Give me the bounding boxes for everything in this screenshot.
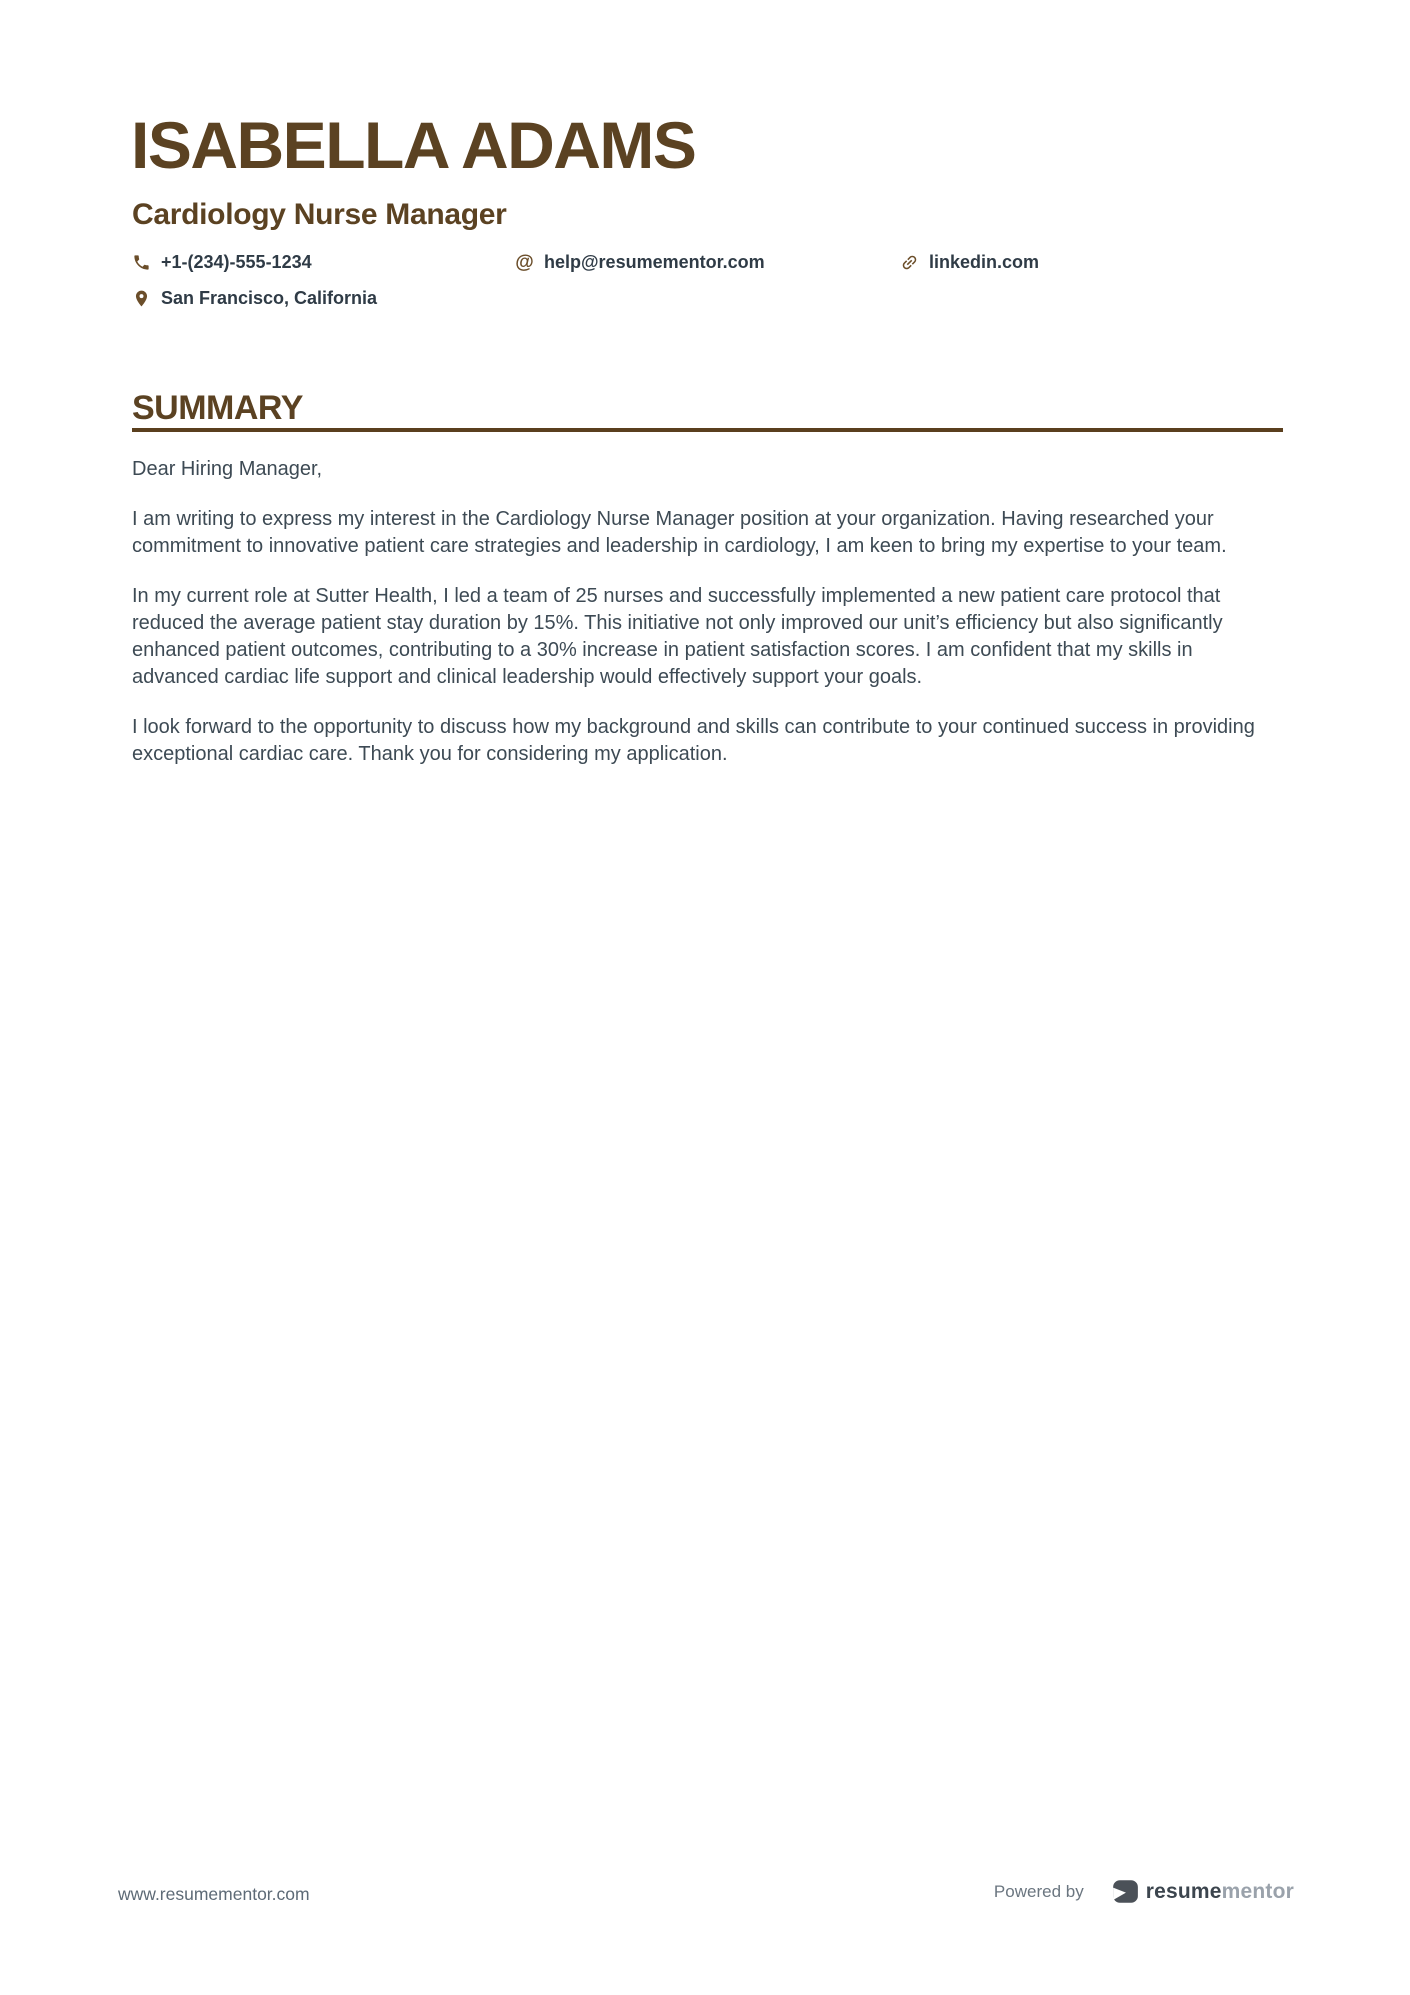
paragraph-experience: In my current role at Sutter Health, I led a team of 25 nurses and successfully implemented a new patient care protocol that reduced the average patient stay duration by 15%. This initiative not only improved our unit’s efficiency but also significantly enhanced patient outcomes, contributing to a 30% increase in patient satisfaction scores. I am confident that my skills in advanced cardiac life support and clinical leadership would effectively support your goals.	[132, 585, 1223, 688]
wordmark-mentor: mentor	[1221, 1879, 1294, 1903]
footer-branding	[994, 1878, 1294, 1905]
location-pin-icon	[132, 289, 151, 308]
paragraph-intro: I am writing to express my interest in the Cardiology Nurse Manager position at your organization. Having researched your commitment to innovative patient care strategies and leadership in cardiology, I am keen to bring my expertise to your team.	[132, 508, 1227, 557]
candidate-name: ISABELLA ADAMS	[131, 108, 696, 182]
candidate-job-title: Cardiology Nurse Manager	[132, 198, 507, 231]
wordmark-resume: resume	[1145, 1879, 1222, 1903]
powered-by-label: Powered by	[993, 1881, 1084, 1901]
contact-linkedin[interactable]	[900, 252, 1284, 273]
resumementor-wordmark	[1146, 1880, 1294, 1904]
resumementor-logo-icon	[1112, 1878, 1139, 1905]
paragraph-closing: I look forward to the opportunity to discuss how my background and skills can contribute to your continued success in providing exceptional cardiac care. Thank you for considering my application.	[132, 716, 1255, 765]
contact-email-value: help@resumementor.com	[544, 252, 765, 272]
summary-heading: SUMMARY	[132, 389, 303, 427]
at-sign-icon: @	[515, 252, 534, 273]
paragraph-salutation: Dear Hiring Manager,	[132, 458, 323, 480]
contact-phone-value: +1-(234)-555-1234	[161, 252, 312, 272]
link-icon	[900, 253, 919, 272]
resumementor-logo[interactable]	[1112, 1878, 1294, 1905]
footer-website-link[interactable]: www.resumementor.com	[118, 1884, 310, 1904]
contact-location-value: San Francisco, California	[161, 288, 378, 308]
section-divider	[132, 428, 1283, 432]
contact-phone[interactable]	[132, 252, 515, 273]
phone-icon	[132, 253, 151, 272]
contact-info	[132, 252, 1284, 309]
contact-email[interactable]	[515, 252, 900, 273]
cover-letter-body	[132, 456, 1284, 791]
contact-linkedin-value: linkedin.com	[929, 252, 1040, 272]
contact-location	[132, 288, 515, 309]
